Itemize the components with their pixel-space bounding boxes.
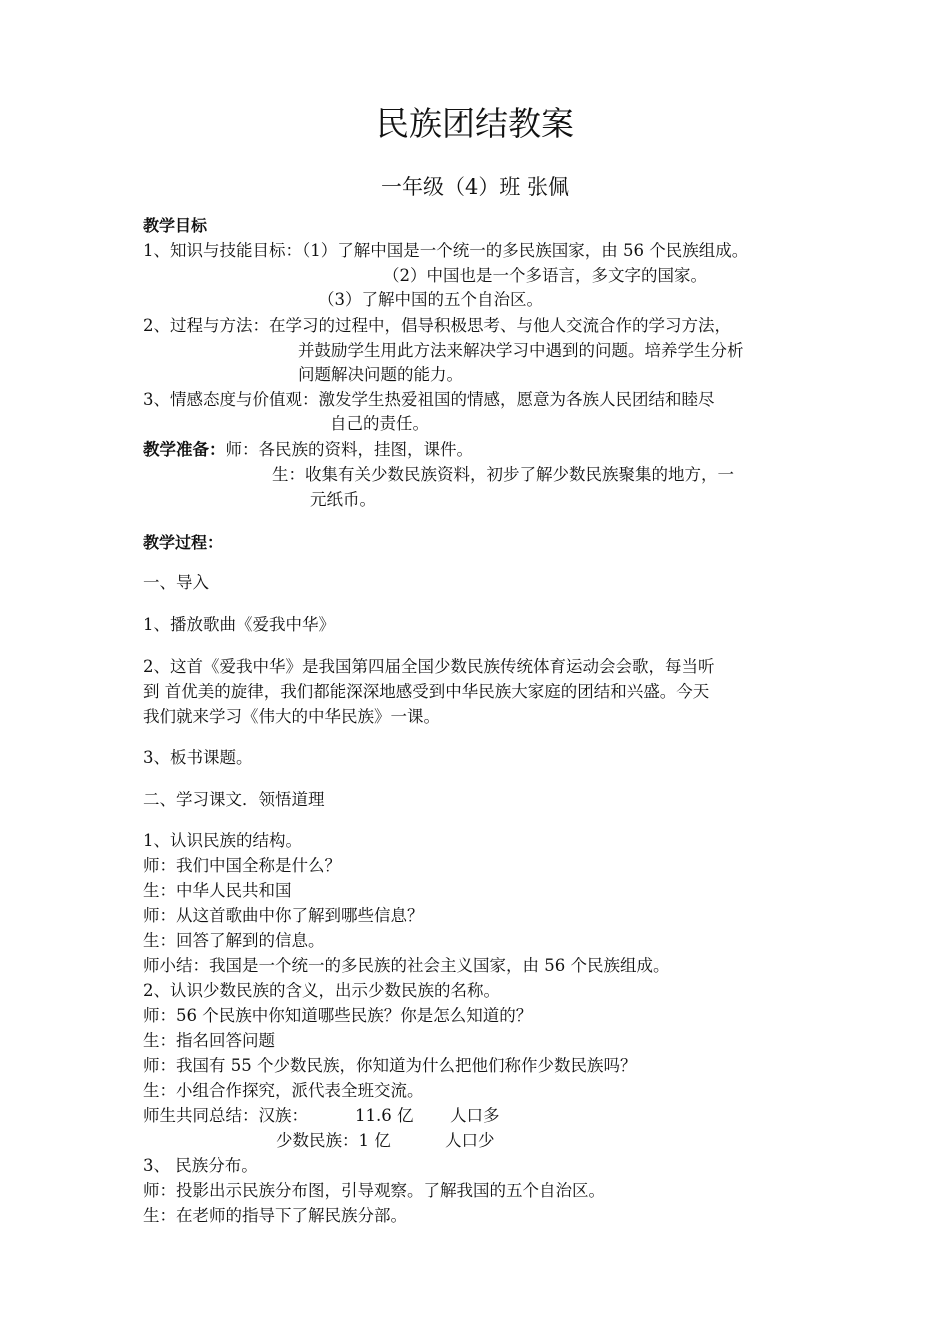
teacher-summary-1: 师小结：我国是一个统一的多民族的社会主义国家，由 56 个民族组成。 (143, 956, 670, 975)
section-1-item-3: 3、板书课题。 (143, 748, 253, 767)
section-2-item-2: 2、认识少数民族的含义，出示少数民族的名称。 (143, 981, 500, 1000)
goal-2-line-3: 问题解决问题的能力。 (298, 365, 463, 384)
section-1-item-1: 1、播放歌曲《爱我中华》 (143, 615, 335, 634)
student-answer-3: 生：指名回答问题 (143, 1031, 275, 1050)
summary-han-desc: 人口多 (450, 1106, 500, 1125)
teacher-question-3: 师：56 个民族中你知道哪些民族？你是怎么知道的？ (143, 1006, 533, 1025)
student-answer-2: 生：回答了解到的信息。 (143, 931, 325, 950)
student-answer-1: 生：中华人民共和国 (143, 881, 292, 900)
prep-label: 教学准备： (143, 440, 226, 459)
process-heading: 教学过程： (143, 533, 224, 552)
teacher-question-5: 师：投影出示民族分布图，引导观察。了解我国的五个自治区。 (143, 1181, 605, 1200)
goal-1-line-2: （2）中国也是一个多语言，多文字的国家。 (383, 266, 707, 285)
goal-1-line-3: （3）了解中国的五个自治区。 (318, 290, 543, 309)
goal-1-line-1: 1、知识与技能目标：（1）了解中国是一个统一的多民族国家，由 56 个民族组成。 (143, 241, 749, 260)
summary-minority-desc: 人口少 (445, 1131, 495, 1150)
prep-student-line-2: 元纸币。 (310, 490, 376, 509)
summary-han-label: 师生共同总结：汉族： (143, 1106, 308, 1125)
goal-3-line-1: 3、情感态度与价值观：激发学生热爱祖国的情感，愿意为各族人民团结和睦尽 (143, 390, 715, 409)
goal-2-line-2: 并鼓励学生用此方法来解决学习中遇到的问题。培养学生分析 (298, 341, 744, 360)
prep-student-line-1: 生：收集有关少数民族资料，初步了解少数民族聚集的地方，一 (272, 465, 734, 484)
teacher-question-4: 师：我国有 55 个少数民族，你知道为什么把他们称作少数民族吗？ (143, 1056, 637, 1075)
section-1-item-2-line-2: 到 首优美的旋律，我们都能深深地感受到中华民族大家庭的团结和兴盛。今天 (143, 682, 710, 701)
section-1-item-2-line-1: 2、这首《爱我中华》是我国第四届全国少数民族传统体育运动会会歌，每当听 (143, 657, 715, 676)
student-answer-5: 生：在老师的指导下了解民族分部。 (143, 1206, 407, 1225)
teacher-question-1: 师：我们中国全称是什么？ (143, 856, 341, 875)
summary-minority-label: 少数民族：1 亿 (276, 1131, 391, 1150)
goal-2-line-1: 2、过程与方法：在学习的过程中，倡导积极思考、与他人交流合作的学习方法， (143, 316, 731, 335)
section-2-heading: 二、学习课文．领悟道理 (143, 790, 325, 809)
prep-teacher-text: 师：各民族的资料，挂图，课件。 (225, 440, 473, 459)
section-1-item-2-line-3: 我们就来学习《伟大的中华民族》一课。 (143, 707, 440, 726)
student-answer-4: 生：小组合作探究，派代表全班交流。 (143, 1081, 424, 1100)
document-title: 民族团结教案 (376, 104, 574, 143)
section-2-item-1: 1、认识民族的结构。 (143, 831, 302, 850)
document-subtitle: 一年级（4）班 张佩 (380, 175, 570, 199)
summary-han-value: 11.6 亿 (355, 1106, 414, 1125)
section-2-item-3: 3、 民族分布。 (143, 1156, 258, 1175)
teacher-question-2: 师：从这首歌曲中你了解到哪些信息？ (143, 906, 424, 925)
section-1-heading: 一、导入 (143, 573, 209, 592)
prep-teacher-line (143, 439, 473, 461)
goals-heading: 教学目标 (143, 216, 208, 235)
goal-3-line-2: 自己的责任。 (330, 414, 429, 433)
